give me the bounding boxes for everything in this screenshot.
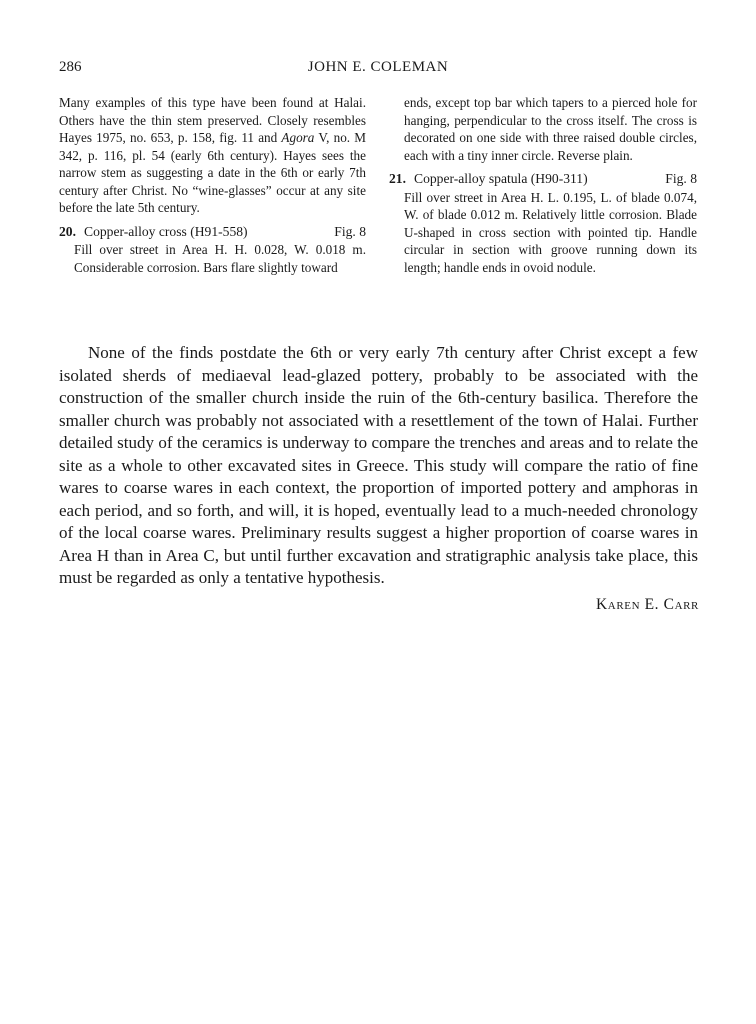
- catalog-title: Copper-alloy cross (H91-558): [84, 223, 248, 239]
- agora-title: Agora: [281, 130, 315, 145]
- catalog-number: 21.: [389, 171, 406, 186]
- catalog-heading-21: [389, 170, 697, 188]
- author-signature: Karen E. Carr: [596, 596, 699, 613]
- intro-text-1: Many examples of this type have been found at Halai. Others have the thin stem preserved. Closely resembles Hayes 1975, no. 653, p. 158, fig. 11 and: [59, 95, 366, 145]
- running-head: JOHN E. COLEMAN: [307, 59, 449, 75]
- figure-reference: Fig. 8: [334, 223, 366, 239]
- intro-text-2: V, no. M 342, p. 116, pl. 54 (early 6th century). Hayes sees the narrow stem as suggesting a date in the 6th or early 7th century after Christ. No “wine-glasses” occur at any site before the late 5th century.: [59, 130, 367, 215]
- catalog-number: 20.: [59, 223, 76, 239]
- continued-paragraph: ends, except top bar which tapers to a pierced hole for hanging, perpendicular to the cross itself. The cross is decorated on one side with three raised double circles, each with a tiny inner circle. Reverse plain.: [404, 95, 697, 163]
- figure-reference: Fig. 8: [665, 171, 697, 186]
- catalog-body-21: Fill over street in Area H. L. 0.195, L. of blade 0.074, W. of blade 0.012 m. Relatively little corrosion. Blade U-shaped in cross section with pointed tip. Handle circular in section with groove running down its length; handle ends in ovoid nodule.: [404, 189, 697, 275]
- catalog-title: Copper-alloy spatula (H90-311): [414, 171, 588, 186]
- main-paragraph: None of the finds postdate the 6th or very early 7th century after Christ except a few isolated sherds of mediaeval lead-glazed pottery, probably to be associated with the construction of the smaller church inside the ruin of the 6th-century basilica. Therefore the smaller church was probably not associated with a resettlement of the town of Halai. Further detailed study of the ceramics is underway to compare the trenches and areas and to relate the site as a whole to other excavated sites in Greece. This study will compare the ratio of fine wares to coarse wares in each context, the proportion of imported pottery and amphoras in each period, and so forth, and will, it is hoped, eventually lead to a much-needed chronology of the local coarse wares. Preliminary results suggest a higher proportion of coarse wares in Area H than in Area C, but until further excavation and stratigraphic analysis take place, this must be regarded as only a tentative hypothesis.: [59, 343, 698, 587]
- left-column: [59, 94, 366, 276]
- catalog-body-20: Fill over street in Area H. H. 0.028, W. 0.018 m. Considerable corrosion. Bars flare slightly toward: [74, 242, 366, 275]
- catalog-heading-20: [59, 223, 366, 241]
- page-number: 286: [59, 59, 82, 75]
- intro-paragraph: [59, 94, 366, 217]
- right-column: [389, 94, 697, 276]
